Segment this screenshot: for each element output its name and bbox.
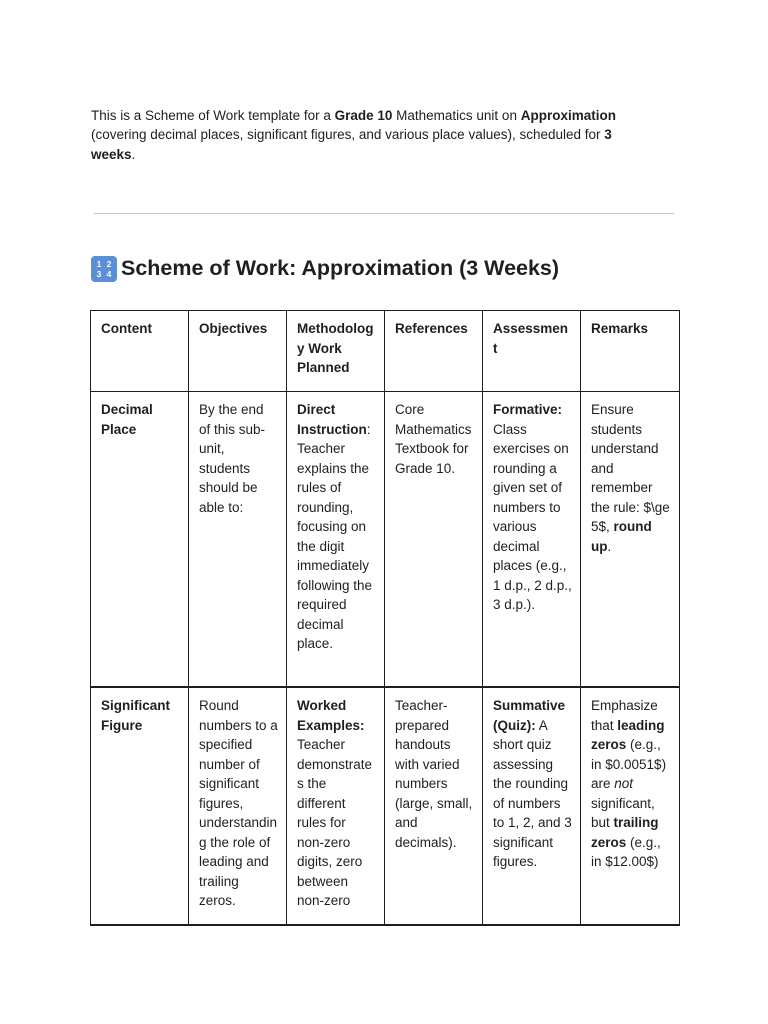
- numbers-icon-digit: 1: [96, 258, 102, 269]
- cell-remarks: [581, 687, 680, 925]
- intro-topic: Approximation: [520, 107, 616, 123]
- header-methodology: Methodology Work Planned: [287, 311, 385, 392]
- remarks-bold: trailing zeros: [591, 815, 659, 850]
- intro-paragraph: [91, 106, 651, 165]
- cell-remarks: [581, 392, 680, 688]
- table-row: [91, 687, 680, 925]
- numbers-icon: [91, 256, 117, 282]
- remarks-bold: leading zeros: [591, 717, 665, 752]
- remarks-end: .: [607, 538, 612, 554]
- header-objectives: Objectives: [189, 311, 287, 392]
- cell-assessment: [483, 392, 581, 688]
- header-remarks: Remarks: [581, 311, 680, 392]
- page-title-text: Scheme of Work: Approximation (3 Weeks): [121, 256, 560, 281]
- assessment-text: A short quiz assessing the rounding of numbers to 1, 2, and 3 significant figures.: [493, 717, 572, 869]
- intro-text-2: Mathematics unit on: [392, 107, 521, 123]
- assessment-text: Class exercises on rounding a given set of numbers to various decimal places (e.g., 1 d.p., 2 d.p., 3 d.p.).: [493, 421, 572, 612]
- cell-methodology: [287, 392, 385, 688]
- header-assessment: Assessment: [483, 311, 581, 392]
- numbers-icon-digit: 3: [96, 268, 102, 279]
- remarks-text: significant, but: [591, 795, 655, 830]
- cell-content: Significant Figure: [91, 687, 189, 925]
- horizontal-divider: [94, 213, 674, 214]
- methodology-text: Teacher demonstrates the different rules for non-zero digits, zero between non-zero: [297, 737, 373, 908]
- remarks-text: (e.g., in $12.00$): [591, 834, 661, 869]
- table-header-row: [91, 311, 680, 392]
- cell-methodology: [287, 687, 385, 925]
- numbers-icon-digit: 4: [106, 268, 112, 279]
- methodology-label: Direct Instruction: [297, 402, 367, 437]
- intro-text-4: .: [131, 146, 136, 162]
- intro-text-3: (covering decimal places, significant figures, and various place values), scheduled for: [91, 127, 605, 142]
- intro-text-1: This is a Scheme of Work template for a: [91, 107, 335, 123]
- table-row: [91, 392, 680, 688]
- remarks-italic: not: [614, 776, 634, 791]
- remarks-text: Emphasize that: [591, 698, 658, 733]
- cell-references: Teacher-prepared handouts with varied numbers (large, small, and decimals).: [385, 687, 483, 925]
- methodology-label: Worked Examples:: [297, 698, 365, 733]
- scheme-of-work-table: [90, 310, 680, 926]
- page-title: [91, 252, 559, 286]
- cell-content: Decimal Place: [91, 392, 189, 688]
- intro-grade: Grade 10: [334, 107, 393, 123]
- assessment-label: Formative:: [493, 402, 563, 417]
- header-references: References: [385, 311, 483, 392]
- remarks-text: (e.g., in $0.0051$) are: [591, 737, 667, 791]
- intro-duration: 3 weeks: [91, 127, 612, 162]
- cell-objectives: By the end of this sub-unit, students should be able to:: [189, 392, 287, 688]
- remarks-bold: round up: [591, 519, 652, 554]
- header-content: Content: [91, 311, 189, 392]
- cell-objectives: Round numbers to a specified number of significant figures, understanding the role of leading and trailing zeros.: [189, 687, 287, 925]
- remarks-text: Ensure students understand and remember the rule: $\ge 5$,: [591, 402, 670, 534]
- cell-assessment: [483, 687, 581, 925]
- assessment-label: Summative (Quiz):: [493, 698, 566, 733]
- cell-references: Core Mathematics Textbook for Grade 10.: [385, 392, 483, 688]
- methodology-text: : Teacher explains the rules of rounding, focusing on the digit immediately following the required decimal place.: [297, 421, 373, 651]
- numbers-icon-digit: 2: [106, 258, 112, 269]
